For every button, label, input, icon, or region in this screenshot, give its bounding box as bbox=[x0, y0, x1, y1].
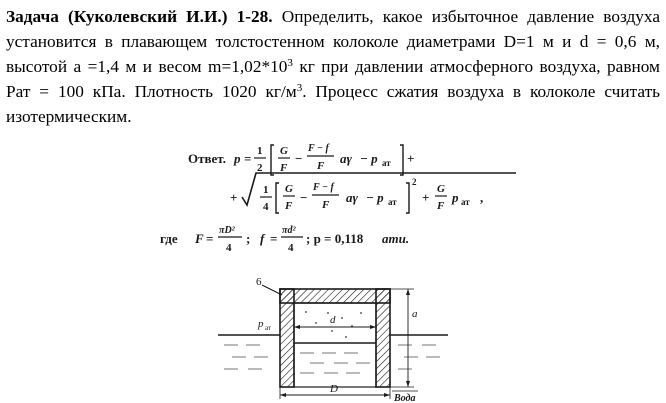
problem-text-3: . Процесс сжатия воздуха в колоколе считать изотермическим. bbox=[6, 82, 660, 126]
label-d: d bbox=[330, 314, 336, 326]
where-equals-2: = bbox=[270, 231, 278, 246]
F-denominator-5: F bbox=[437, 200, 445, 212]
F-minus-f-numerator-2: F − f bbox=[313, 182, 334, 193]
p-at-subscript-2: ат bbox=[388, 197, 397, 207]
half-numerator: 1 bbox=[257, 145, 263, 157]
quarter-numerator: 1 bbox=[263, 184, 269, 196]
where-semicolon: ; bbox=[246, 231, 251, 246]
label-6: 6 bbox=[256, 276, 262, 288]
p-at-last: p bbox=[452, 190, 459, 205]
bell-walls bbox=[280, 289, 390, 387]
minus-p-2: − p bbox=[366, 190, 384, 205]
pid2-numerator: πd² bbox=[282, 225, 296, 236]
a-gamma-2: aγ bbox=[346, 190, 358, 205]
minus-sign-2: − bbox=[300, 190, 308, 205]
answer-p: p bbox=[234, 151, 241, 166]
where-f: f bbox=[260, 231, 265, 246]
den-4b: 4 bbox=[288, 242, 294, 254]
answer-label: Ответ. bbox=[188, 151, 226, 166]
minus-sign: − bbox=[295, 151, 303, 166]
F-denominator: F bbox=[280, 162, 288, 174]
piD2-numerator: πD² bbox=[219, 225, 235, 236]
problem-statement bbox=[6, 4, 660, 129]
problem-text-2: кг при давлении атмосферного воздуха, равном Рат = 100 кПа. Плотность 1020 кг/м bbox=[6, 57, 660, 101]
quarter-denominator: 4 bbox=[263, 201, 269, 213]
where-F: F bbox=[195, 231, 204, 246]
where-label: где bbox=[160, 231, 178, 246]
exponent-density: 3 bbox=[296, 82, 303, 94]
answer-formula-block bbox=[150, 135, 530, 265]
plus-sign: + bbox=[407, 151, 415, 166]
answer-equals: = bbox=[244, 151, 252, 166]
F-denominator-4: F bbox=[322, 199, 330, 211]
den-4: 4 bbox=[226, 242, 232, 254]
label-pat-sub: ат bbox=[265, 324, 271, 332]
a-gamma: aγ bbox=[340, 151, 352, 166]
p-at-subscript: ат bbox=[382, 158, 391, 168]
plus-sign-2: + bbox=[230, 190, 238, 205]
where-unit: ати. bbox=[382, 231, 410, 246]
problem-text-1: Определить, какое избыточное давление воздуха установится в плавающем толстостенном колоколе диаметрами D=1 м и d = 0,6 м, высотой а =1,4 м и весом m=1,02*10 bbox=[6, 7, 660, 76]
exponent-mass: 3 bbox=[287, 57, 293, 69]
minus-p: − p bbox=[360, 151, 378, 166]
F-denominator-2: F bbox=[317, 160, 325, 172]
problem-title: Задача (Куколевский И.И.) 1-28. bbox=[6, 7, 273, 26]
half-denominator: 2 bbox=[257, 162, 263, 174]
where-equals-1: = bbox=[206, 231, 214, 246]
F-denominator-3: F bbox=[285, 200, 293, 212]
where-result: ; p = 0,118 bbox=[306, 231, 364, 246]
G-numerator: G bbox=[280, 145, 288, 157]
square-exponent: 2 bbox=[412, 177, 417, 187]
label-water: Вода bbox=[394, 393, 416, 403]
F-minus-f-numerator: F − f bbox=[308, 143, 329, 154]
G-numerator-3: G bbox=[437, 183, 445, 195]
label-a: a bbox=[412, 308, 418, 320]
p-at-subscript-3: ат bbox=[461, 197, 470, 207]
bell-diagram bbox=[218, 265, 448, 403]
trailing-comma: , bbox=[480, 190, 484, 205]
G-numerator-2: G bbox=[285, 183, 293, 195]
label-pat: р bbox=[258, 318, 264, 330]
label-D: D bbox=[330, 383, 338, 395]
plus-sign-3: + bbox=[422, 190, 430, 205]
